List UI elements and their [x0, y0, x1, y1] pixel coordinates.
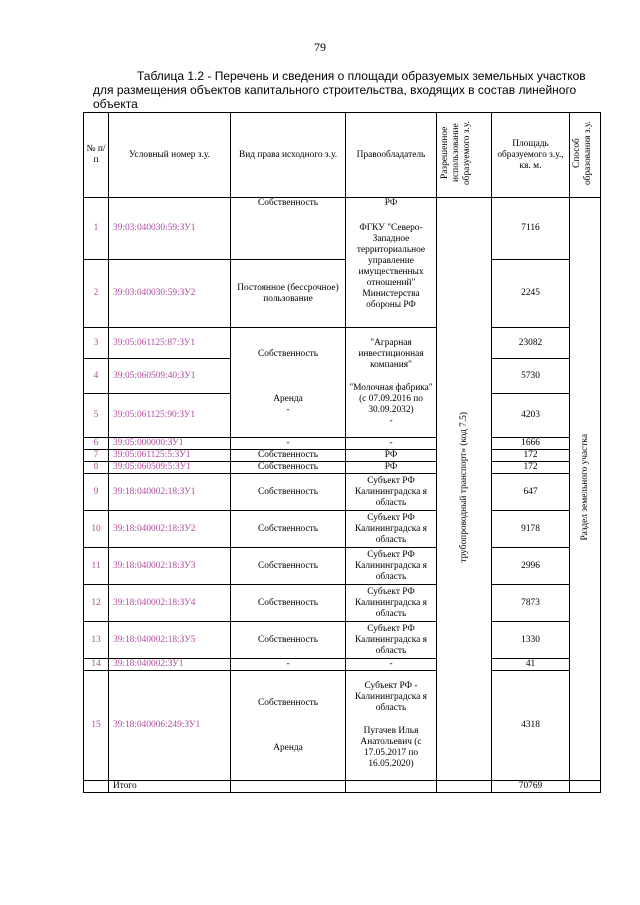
total-empty — [84, 781, 109, 793]
header-owner: Правообладатель — [346, 113, 437, 198]
header-cadastral: Условный номер з.у. — [109, 113, 231, 198]
row-area: 4318 — [492, 671, 570, 781]
total-empty — [437, 781, 492, 793]
right-ownership: Собственность — [258, 349, 318, 359]
row-area: 9178 — [492, 511, 570, 548]
row-num: 3 — [84, 328, 109, 359]
total-row — [84, 781, 601, 793]
row-area: 2996 — [492, 548, 570, 585]
row-owner: - — [346, 659, 437, 671]
row-cadastral: 39:18:040002:18:ЗУ1 — [109, 474, 231, 511]
row-owner: - — [346, 438, 437, 450]
total-empty — [570, 781, 601, 793]
owner-agro: "Аграрная инвестиционная компания" — [358, 338, 424, 370]
row-num: 10 — [84, 511, 109, 548]
row-owner: Субъект РФ Калининградска я область — [346, 474, 437, 511]
row-area: 647 — [492, 474, 570, 511]
row-area: 1330 — [492, 622, 570, 659]
row-right-type: Собственность — [231, 511, 346, 548]
header-method: Способ образования з.у. — [570, 113, 601, 198]
row-owner — [346, 328, 437, 438]
row-right-type: Собственность — [231, 198, 346, 260]
owner-person: Пугачев Илья Анатольевич (с 17.05.2017 по 16.05.2020) — [360, 726, 422, 769]
row-area: 4203 — [492, 394, 570, 438]
row-cadastral: 39:05:060509:40:ЗУ1 — [109, 359, 231, 394]
owner-region: Субъект РФ - Калининградска я область — [355, 681, 427, 713]
row-cadastral: 39:03:040030:59:ЗУ2 — [109, 260, 231, 328]
row-owner: Субъект РФ Калининградска я область — [346, 548, 437, 585]
row-right-type — [231, 328, 346, 438]
row-right-type: Собственность — [231, 462, 346, 474]
table-row — [84, 474, 601, 511]
row-cadastral: 39:05:061125:90:ЗУ1 — [109, 394, 231, 438]
table-row — [84, 659, 601, 671]
row-num: 5 — [84, 394, 109, 438]
row-owner: Субъект РФ Калининградска я область — [346, 511, 437, 548]
row-right-type: - — [231, 659, 346, 671]
owner-dairy: "Молочная фабрика" (с 07.09.2016 по 30.09.2032) — [349, 383, 433, 415]
row-num: 15 — [84, 671, 109, 781]
row-cadastral: 39:18:040002:18:ЗУ2 — [109, 511, 231, 548]
row-area: 41 — [492, 659, 570, 671]
row-right-type: Собственность — [231, 450, 346, 462]
row-num: 4 — [84, 359, 109, 394]
row-owner: РФ — [346, 462, 437, 474]
row-right-type: Собственность — [231, 585, 346, 622]
row-num: 2 — [84, 260, 109, 328]
table-row — [84, 438, 601, 450]
row-num: 6 — [84, 438, 109, 450]
table-row — [84, 548, 601, 585]
table-row — [84, 622, 601, 659]
row-right-type: Собственность — [231, 622, 346, 659]
header-num: № п/п — [84, 113, 109, 198]
row-cadastral: 39:18:040002:ЗУ1 — [109, 659, 231, 671]
row-cadastral: 39:05:000000:ЗУ1 — [109, 438, 231, 450]
right-ownership: Собственность — [258, 697, 318, 708]
row-area: 23082 — [492, 328, 570, 359]
table-row — [84, 585, 601, 622]
row-cadastral: 39:05:061125:5:ЗУ1 — [109, 450, 231, 462]
row-num: 12 — [84, 585, 109, 622]
row-num: 8 — [84, 462, 109, 474]
row-cadastral: 39:18:040006:249:ЗУ1 — [109, 671, 231, 781]
table-row — [84, 198, 601, 260]
total-empty — [231, 781, 346, 793]
row-num: 14 — [84, 659, 109, 671]
total-empty — [346, 781, 437, 793]
row-owner — [346, 671, 437, 781]
row-cadastral: 39:05:061125:87:ЗУ1 — [109, 328, 231, 359]
row-area: 7116 — [492, 198, 570, 260]
permitted-use-cell: трубопроводный транспорт» (код 7.5) — [437, 198, 492, 781]
table-row — [84, 260, 601, 328]
row-num: 7 — [84, 450, 109, 462]
row-area: 172 — [492, 462, 570, 474]
owner-rf: РФ — [384, 198, 398, 208]
right-dash: - — [286, 405, 290, 415]
page-number: 79 — [314, 40, 326, 54]
row-right-type: - — [231, 438, 346, 450]
right-lease: Аренда — [273, 742, 303, 753]
table-row — [84, 462, 601, 474]
header-permitted-use: Разрешенное использование образуемого з.у. — [437, 113, 492, 198]
row-area: 1666 — [492, 438, 570, 450]
header-area: Площадь образуемого з.у., кв. м. — [492, 113, 570, 198]
owner-dash: - — [389, 416, 393, 426]
row-cadastral: 39:18:040002:18:ЗУ4 — [109, 585, 231, 622]
row-owner: РФ — [346, 450, 437, 462]
table-header-row — [84, 113, 601, 198]
row-num: 1 — [84, 198, 109, 260]
header-right-type: Вид права исходного з.у. — [231, 113, 346, 198]
row-area: 172 — [492, 450, 570, 462]
table-caption: Таблица 1.2 - Перечень и сведения о площади образуемых земельных участков для размещения объектов капитального строительства, входящих в состав линейного объекта — [93, 69, 586, 111]
row-num: 9 — [84, 474, 109, 511]
row-area: 2245 — [492, 260, 570, 328]
table-row — [84, 328, 601, 359]
row-right-type: Собственность — [231, 474, 346, 511]
table-row — [84, 450, 601, 462]
total-label: Итого — [109, 781, 231, 793]
row-right-type: Собственность — [231, 548, 346, 585]
row-cadastral: 39:03:040030:59:ЗУ1 — [109, 198, 231, 260]
owner-fgku: ФГКУ "Северо-Западное территориальное управление имущественных отношений" Министерства обороны РФ — [356, 223, 426, 310]
row-num: 13 — [84, 622, 109, 659]
row-num: 11 — [84, 548, 109, 585]
row-right-type — [231, 671, 346, 781]
row-cadastral: 39:18:040002:18:ЗУ5 — [109, 622, 231, 659]
total-area: 70769 — [492, 781, 570, 793]
row-cadastral: 39:05:060509:5:ЗУ1 — [109, 462, 231, 474]
row-area: 5730 — [492, 359, 570, 394]
row-owner: Субъект РФ Калининградска я область — [346, 585, 437, 622]
right-lease: Аренда — [273, 394, 303, 404]
table-row — [84, 511, 601, 548]
table-row — [84, 671, 601, 781]
row-owner — [346, 198, 437, 328]
row-cadastral: 39:18:040002:18:ЗУ3 — [109, 548, 231, 585]
row-right-type: Постоянное (бессрочное) пользование — [231, 260, 346, 328]
row-area: 7873 — [492, 585, 570, 622]
land-plots-table — [83, 112, 601, 793]
row-owner: Субъект РФ Калининградска я область — [346, 622, 437, 659]
method-cell: Раздел земельного участка — [570, 198, 601, 781]
